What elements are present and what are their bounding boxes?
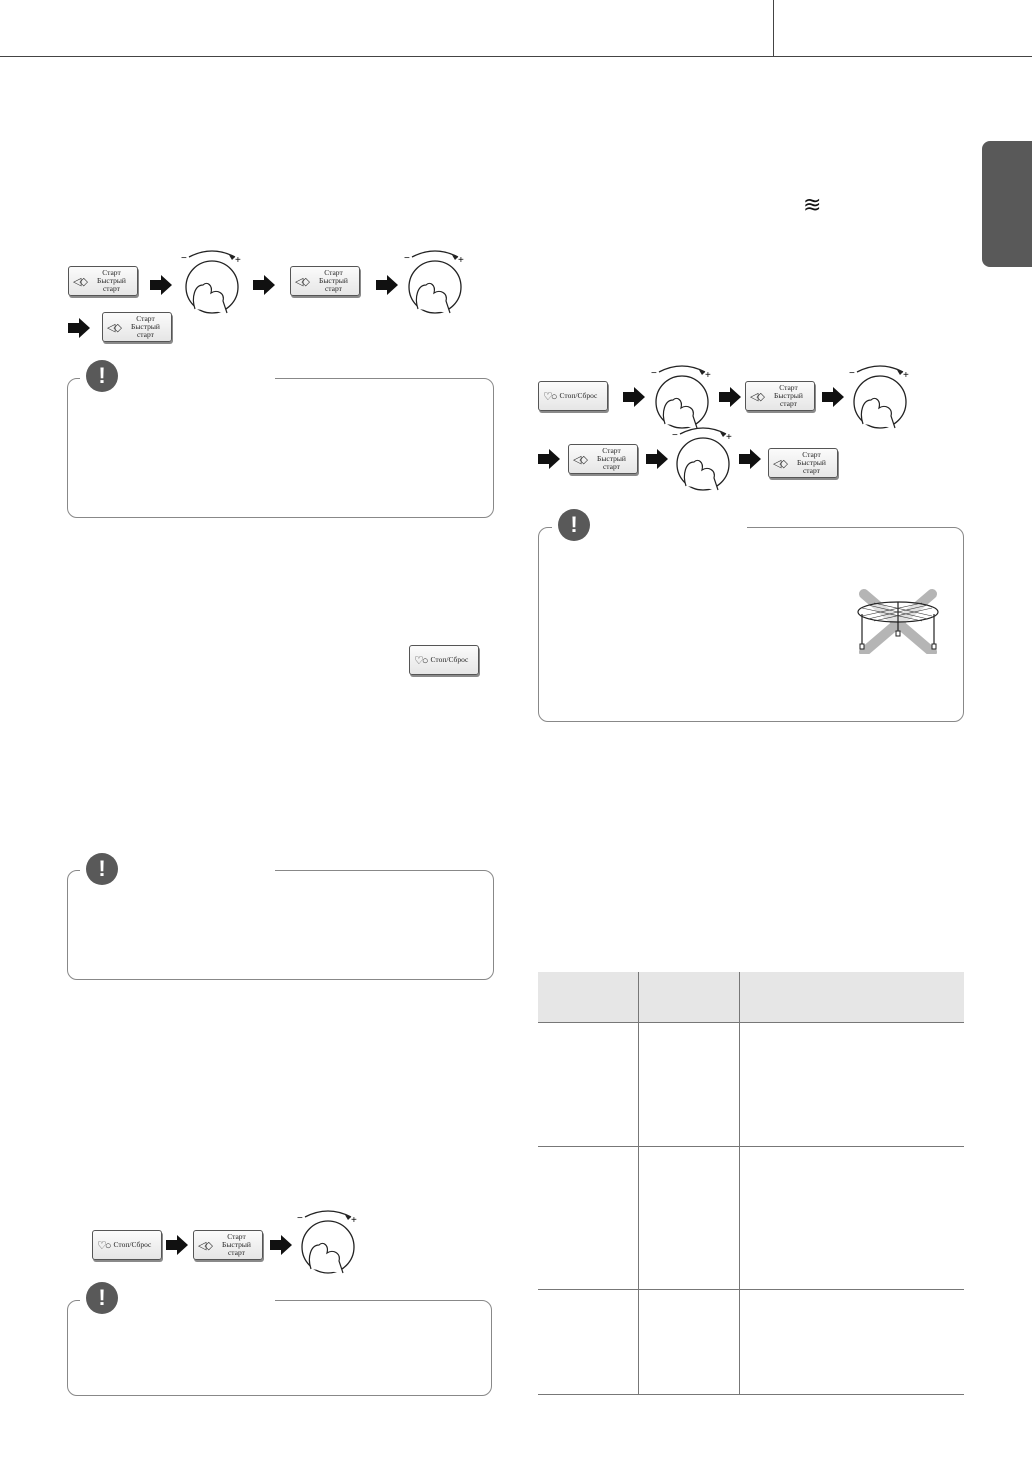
arrow-right-icon <box>166 1235 188 1255</box>
stop-label: Стоп/Сброс <box>113 1240 152 1249</box>
table-header-cell <box>639 972 740 1023</box>
svg-text:+: + <box>705 370 711 381</box>
start-icon: ◁◇ <box>295 275 308 288</box>
table-cell <box>740 1023 965 1147</box>
arrow-right-icon <box>376 275 398 295</box>
stop-icon: ♡○ <box>97 1239 110 1252</box>
svg-text:+: + <box>903 370 909 381</box>
start-label-1: Старт <box>602 446 621 455</box>
start-icon: ◁◇ <box>773 457 786 470</box>
table-cell <box>538 1147 639 1290</box>
start-icon: ◁◇ <box>573 453 586 466</box>
dial-hand-icon[interactable] <box>293 1207 363 1277</box>
stop-label: Стоп/Сброс <box>559 391 598 400</box>
start-label-2: Быстрый старт <box>131 322 160 339</box>
dial-hand-icon[interactable] <box>668 424 738 494</box>
caution-icon: ! <box>86 853 118 885</box>
start-label-2: Быстрый старт <box>774 391 803 408</box>
start-label-1: Старт <box>779 383 798 392</box>
note-box <box>67 1300 492 1396</box>
svg-text:−: − <box>297 1213 303 1224</box>
note-box <box>67 378 494 518</box>
svg-text:+: + <box>351 1215 357 1226</box>
note-box <box>67 870 494 980</box>
steam-wave-icon: ≋ <box>803 192 822 217</box>
arrow-right-icon <box>719 387 741 407</box>
table-row <box>538 1023 964 1147</box>
arrow-right-icon <box>68 318 90 338</box>
dial-hand-icon[interactable] <box>400 247 470 317</box>
svg-text:−: − <box>404 253 410 264</box>
top-rule <box>0 56 1032 57</box>
stop-reset-button[interactable] <box>538 381 608 411</box>
table-cell <box>538 1290 639 1395</box>
svg-text:+: + <box>726 432 732 443</box>
svg-text:−: − <box>672 430 678 441</box>
svg-text:+: + <box>458 255 464 266</box>
arrow-right-icon <box>538 449 560 469</box>
arrow-right-icon <box>253 275 275 295</box>
table-row <box>538 1147 964 1290</box>
svg-text:+: + <box>235 255 241 266</box>
start-button[interactable] <box>768 448 838 478</box>
start-label-2: Быстрый старт <box>319 276 348 293</box>
start-label-1: Старт <box>136 314 155 323</box>
start-label-2: Быстрый старт <box>797 458 826 475</box>
arrow-right-icon <box>646 449 668 469</box>
table-cell <box>639 1023 740 1147</box>
start-button[interactable] <box>745 381 815 411</box>
start-label-2: Быстрый старт <box>97 276 126 293</box>
caution-icon: ! <box>86 1282 118 1314</box>
start-label-1: Старт <box>227 1232 246 1241</box>
start-button[interactable] <box>68 266 138 296</box>
table-row <box>538 1290 964 1395</box>
stop-icon: ♡○ <box>414 654 427 667</box>
top-rule-divider <box>773 0 774 56</box>
start-icon: ◁◇ <box>750 390 763 403</box>
table-header-row <box>538 972 964 1023</box>
table-cell <box>538 1023 639 1147</box>
start-label-1: Старт <box>324 268 343 277</box>
arrow-right-icon <box>270 1235 292 1255</box>
table-cell <box>740 1290 965 1395</box>
caution-icon: ! <box>86 360 118 392</box>
start-button[interactable] <box>102 312 172 342</box>
arrow-right-icon <box>150 275 172 295</box>
arrow-right-icon <box>623 387 645 407</box>
dial-hand-icon[interactable] <box>647 362 717 432</box>
arrow-right-icon <box>822 387 844 407</box>
start-icon: ◁◇ <box>73 275 86 288</box>
stop-reset-button[interactable] <box>92 1230 162 1260</box>
table-cell <box>639 1147 740 1290</box>
caution-icon: ! <box>558 509 590 541</box>
table-cell <box>740 1147 965 1290</box>
start-label-1: Старт <box>102 268 121 277</box>
start-label-2: Быстрый старт <box>597 454 626 471</box>
start-button[interactable] <box>568 444 638 474</box>
start-icon: ◁◇ <box>198 1239 211 1252</box>
table-cell <box>639 1290 740 1395</box>
svg-text:−: − <box>181 253 187 264</box>
start-button[interactable] <box>193 1230 263 1260</box>
start-button[interactable] <box>290 266 360 296</box>
turntable-rack-icon <box>852 588 944 654</box>
stop-label: Стоп/Сброс <box>430 655 469 664</box>
start-label-1: Старт <box>802 450 821 459</box>
table-header-cell <box>740 972 965 1023</box>
start-icon: ◁◇ <box>107 321 120 334</box>
svg-text:−: − <box>651 368 657 379</box>
stop-reset-button[interactable] <box>409 645 479 675</box>
arrow-right-icon <box>739 449 761 469</box>
start-label-2: Быстрый старт <box>222 1240 251 1257</box>
reference-table <box>538 972 964 1395</box>
dial-hand-icon[interactable] <box>845 362 915 432</box>
table-header-cell <box>538 972 639 1023</box>
section-tab <box>982 141 1032 267</box>
svg-text:−: − <box>849 368 855 379</box>
dial-hand-icon[interactable] <box>177 247 247 317</box>
stop-icon: ♡○ <box>543 390 556 403</box>
